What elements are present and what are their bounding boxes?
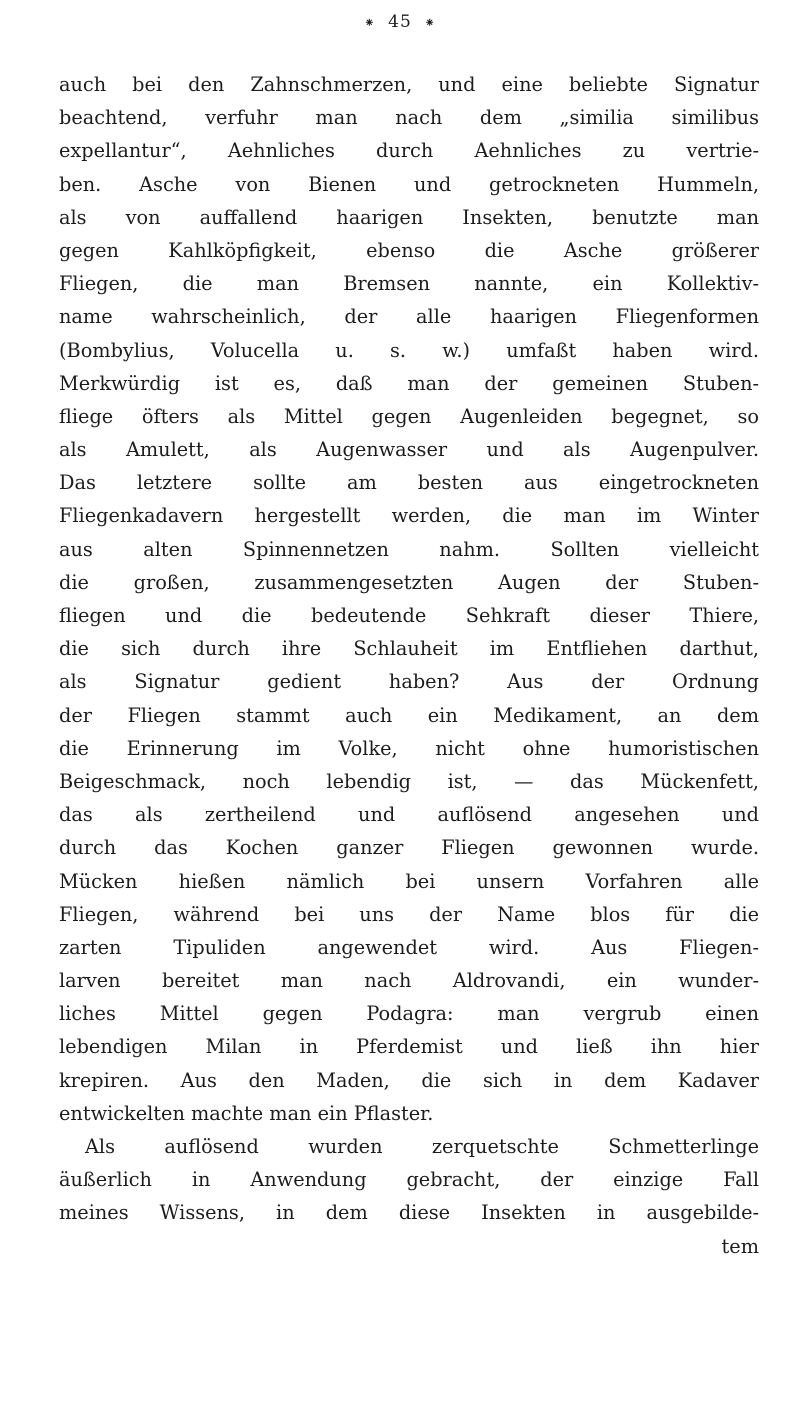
text-line: beachtend, verfuhr man nach dem „similia similibus bbox=[59, 106, 759, 130]
text-line: zarten Tipuliden angewendet wird. Aus Fliegen- bbox=[59, 935, 759, 959]
text-line: der Fliegen stammt auch ein Medikament, an dem bbox=[59, 703, 759, 727]
text-line: Merkwürdig ist es, daß man der gemeinen Stuben- bbox=[59, 371, 759, 395]
page-number: 45 bbox=[388, 12, 412, 32]
text-line: liches Mittel gegen Podagra: man vergrub einen bbox=[59, 1002, 759, 1026]
text-line: fliegen und die bedeutende Sehkraft dieser Thiere, bbox=[59, 604, 759, 627]
text-line: fliege öfters als Mittel gegen Augenleiden begegnet, so bbox=[59, 404, 759, 428]
ornament-left: ⁕ bbox=[363, 16, 376, 31]
body-text bbox=[59, 68, 759, 1263]
text-line: äußerlich in Anwendung gebracht, der einzige Fall bbox=[59, 1168, 759, 1192]
text-line: als von auffallend haarigen Insekten, benutzte man bbox=[59, 205, 759, 229]
text-line: als Amulett, als Augenwasser und als Augenpulver. bbox=[59, 438, 759, 462]
text-line: krepiren. Aus den Maden, die sich in dem Kadaver bbox=[59, 1068, 759, 1092]
text-line: Als auflösend wurden zerquetschte Schmetterlinge bbox=[85, 1135, 759, 1158]
text-line: larven bereitet man nach Aldrovandi, ein wunder- bbox=[59, 969, 759, 993]
text-line: lebendigen Milan in Pferdemist und ließ ihn hier bbox=[59, 1035, 759, 1059]
text-line: name wahrscheinlich, der alle haarigen Fliegenformen bbox=[59, 305, 759, 329]
text-line: die sich durch ihre Schlauheit im Entfliehen darthut, bbox=[59, 637, 759, 661]
ornament-right: ⁕ bbox=[424, 16, 437, 31]
text-line: auch bei den Zahnschmerzen, und eine beliebte Signatur bbox=[59, 73, 759, 96]
text-line: die großen, zusammengesetzten Augen der Stuben- bbox=[59, 570, 759, 594]
text-line: meines Wissens, in dem diese Insekten in ausgebilde- bbox=[59, 1201, 759, 1225]
text-line: das als zertheilend und auflösend angesehen und bbox=[59, 803, 759, 827]
text-line: die Erinnerung im Volke, nicht ohne humoristischen bbox=[59, 736, 759, 760]
page-header bbox=[0, 12, 800, 32]
text-line: Fliegen, die man Bremsen nannte, ein Kollektiv- bbox=[59, 272, 759, 296]
text-line-catchword: tem bbox=[721, 1234, 759, 1258]
text-line: Fliegenkadavern hergestellt werden, die man im Winter bbox=[59, 504, 759, 528]
text-line: durch das Kochen ganzer Fliegen gewonnen wurde. bbox=[59, 836, 759, 860]
text-line: Fliegen, während bei uns der Name blos für die bbox=[59, 902, 759, 926]
text-line: als Signatur gedient haben? Aus der Ordnung bbox=[59, 670, 759, 694]
text-line: entwickelten machte man ein Pflaster. bbox=[59, 1101, 434, 1125]
text-line: aus alten Spinnennetzen nahm. Sollten vielleicht bbox=[59, 537, 759, 561]
text-line: (Bombylius, Volucella u. s. w.) umfaßt haben wird. bbox=[59, 338, 759, 362]
text-line: expellantur“, Aehnliches durch Aehnliches zu vertrie- bbox=[59, 139, 759, 163]
text-line: gegen Kahlköpfigkeit, ebenso die Asche größerer bbox=[59, 238, 759, 262]
text-line: Beigeschmack, noch lebendig ist, — das Mückenfett, bbox=[59, 769, 759, 793]
text-line: Das letztere sollte am besten aus eingetrockneten bbox=[59, 471, 759, 495]
text-line: Mücken hießen nämlich bei unsern Vorfahren alle bbox=[59, 869, 759, 893]
text-line: ben. Asche von Bienen und getrockneten Hummeln, bbox=[59, 172, 759, 196]
